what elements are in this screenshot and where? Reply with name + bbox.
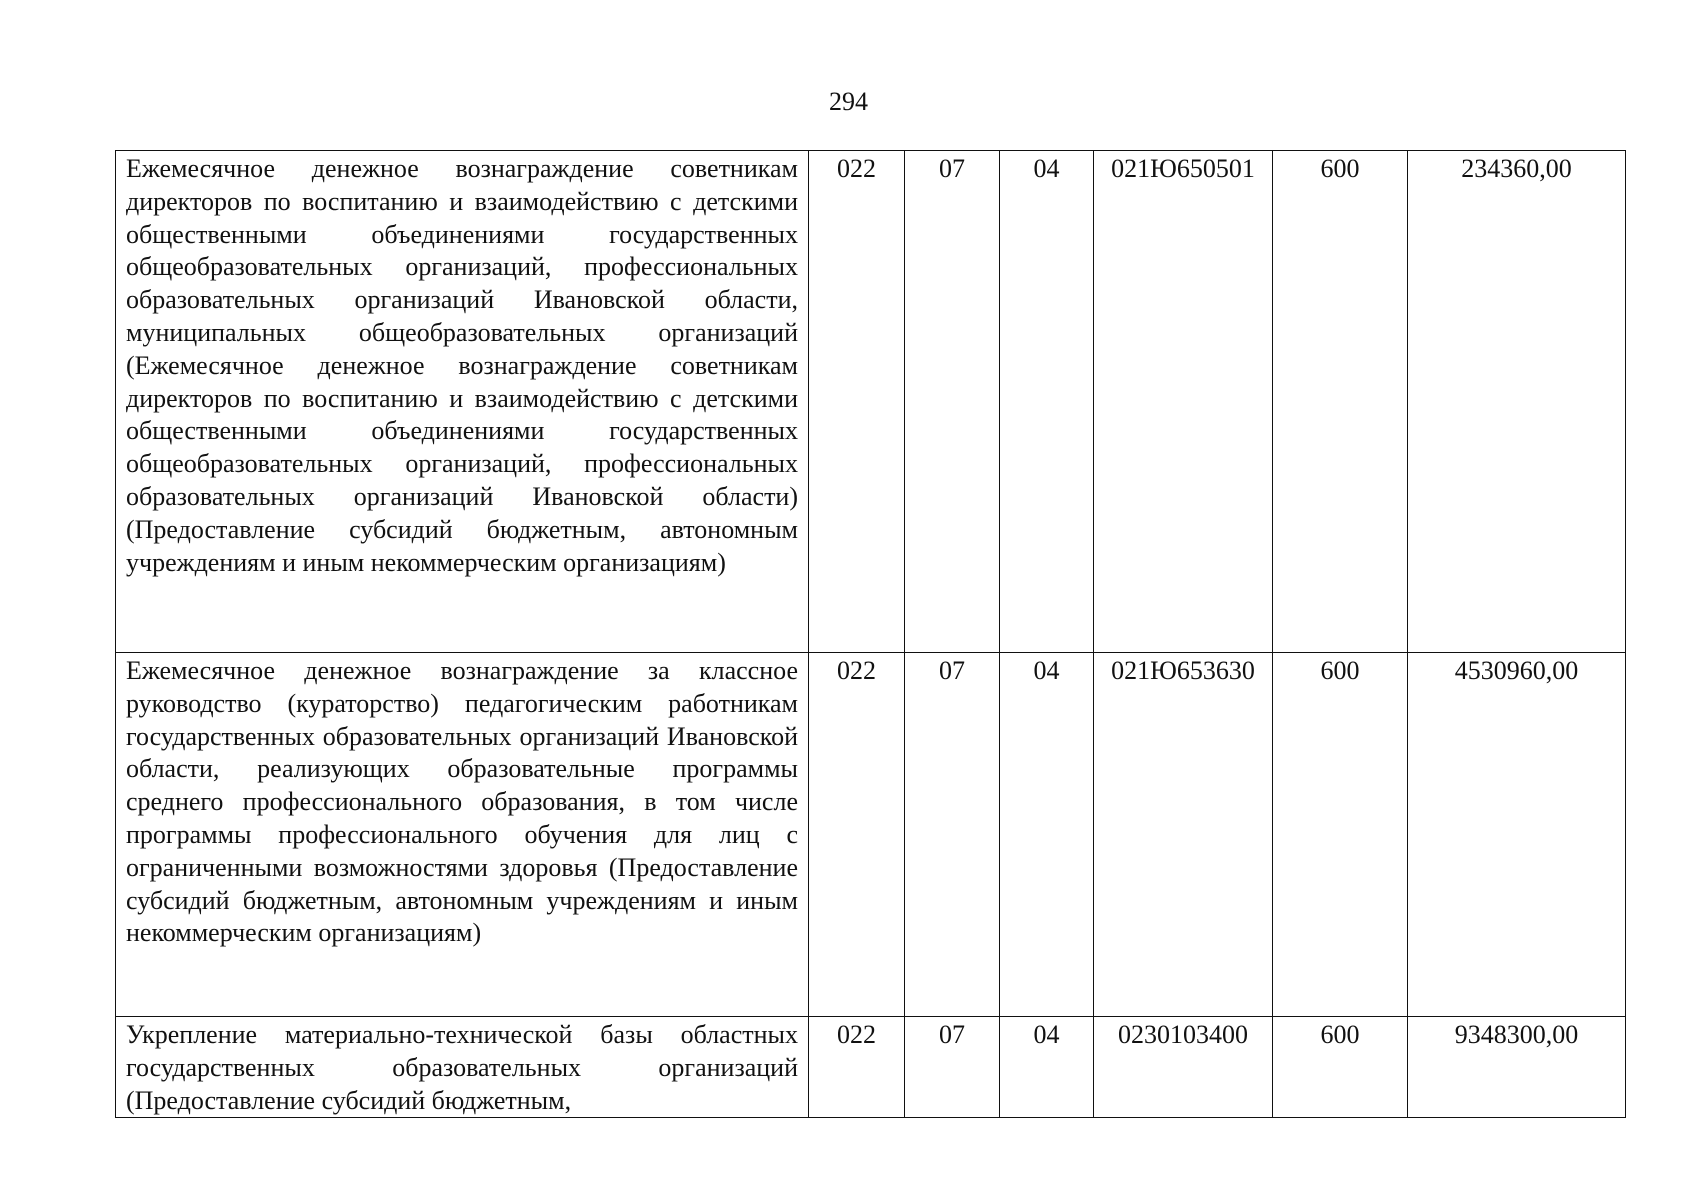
ministry-code-cell: 022	[809, 151, 905, 653]
expense-type-cell: 600	[1273, 653, 1408, 1017]
description-cell: Ежемесячное денежное вознаграждение за классное руководство (кураторство) педагогическим работникам государственных образовательных организаций Ивановской области, реализующих образовательные программы среднего профессионального образования, в том числе программы профессионального обучения для лиц с ограниченными возможностями здоровья (Предоставление субсидий бюджетным, автономным учреждениям и иным некоммерческим организациям)	[116, 653, 809, 1017]
amount-cell: 4530960,00	[1408, 653, 1626, 1017]
expense-type-cell: 600	[1273, 151, 1408, 653]
section-code-cell: 07	[905, 1017, 1000, 1118]
subsection-code-cell: 04	[1000, 1017, 1094, 1118]
table-row	[116, 653, 1626, 1017]
section-code-cell: 07	[905, 653, 1000, 1017]
ministry-code-cell: 022	[809, 1017, 905, 1118]
table-row	[116, 151, 1626, 653]
page-number: 294	[829, 87, 868, 116]
section-code-cell: 07	[905, 151, 1000, 653]
amount-cell: 9348300,00	[1408, 1017, 1626, 1118]
ministry-code-cell: 022	[809, 653, 905, 1017]
target-article-cell: 021Ю653630	[1094, 653, 1273, 1017]
target-article-cell: 021Ю650501	[1094, 151, 1273, 653]
amount-cell: 234360,00	[1408, 151, 1626, 653]
target-article-cell: 0230103400	[1094, 1017, 1273, 1118]
description-cell: Ежемесячное денежное вознаграждение советникам директоров по воспитанию и взаимодействию с детскими общественными объединениями государственных общеобразовательных организаций, профессиональных образовательных организаций Ивановской области, муниципальных общеобразовательных организаций (Ежемесячное денежное вознаграждение советникам директоров по воспитанию и взаимодействию с детскими общественными объединениями государственных общеобразовательных организаций, профессиональных образовательных организаций Ивановской области) (Предоставление субсидий бюджетным, автономным учреждениям и иным некоммерческим организациям)	[116, 151, 809, 653]
budget-table	[115, 150, 1626, 1118]
table-row	[116, 1017, 1626, 1118]
description-cell: Укрепление материально-технической базы областных государственных образовательных организаций (Предоставление субсидий бюджетным,	[116, 1017, 809, 1118]
subsection-code-cell: 04	[1000, 151, 1094, 653]
expense-type-cell: 600	[1273, 1017, 1408, 1118]
subsection-code-cell: 04	[1000, 653, 1094, 1017]
